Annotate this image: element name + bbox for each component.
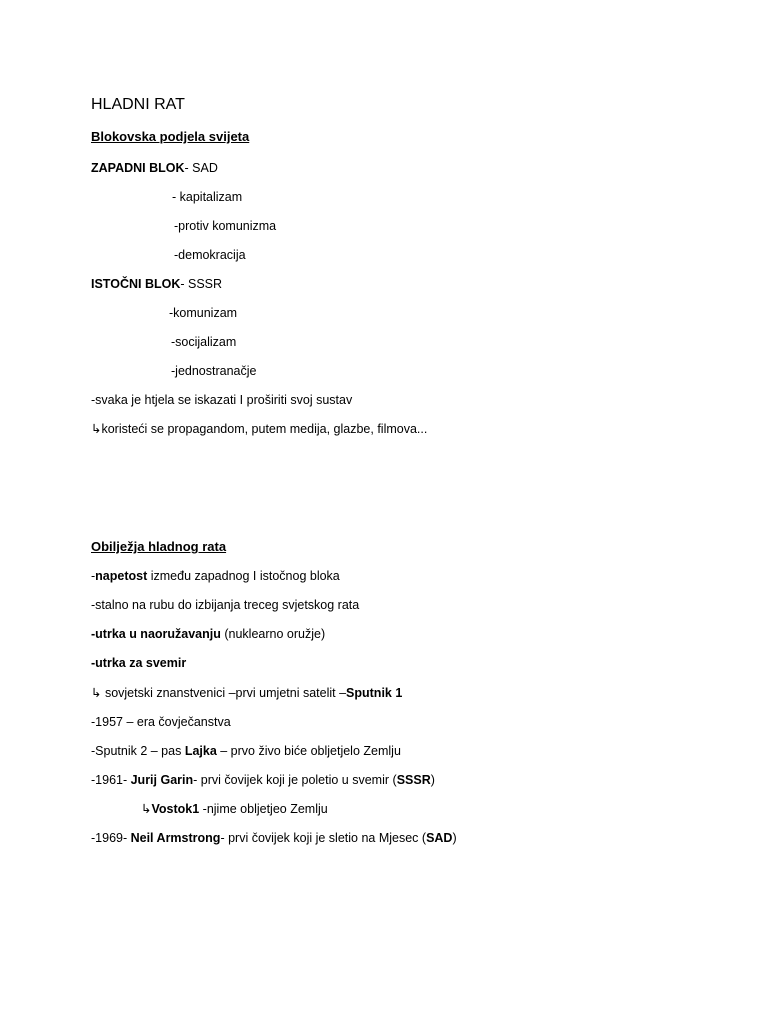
feature-line-6: -1957 – era čovječanstva — [91, 715, 231, 729]
feature-line-4 — [91, 655, 186, 671]
feature-10-bold2: SAD — [426, 831, 453, 845]
east-block-country: - SSSR — [180, 277, 223, 291]
feature-7-text: – prvo živo biće obljetjelo Zemlju — [216, 744, 401, 758]
feature-9-bold: Vostok1 — [151, 802, 200, 816]
feature-line-10 — [91, 830, 457, 846]
feature-line-1 — [91, 568, 340, 584]
east-block-label: ISTOČNI BLOK — [91, 277, 181, 291]
feature-1-bold: napetost — [95, 569, 148, 583]
feature-10-suffix: ) — [452, 831, 457, 845]
feature-line-7 — [91, 743, 401, 759]
feature-8-prefix: -1961- — [91, 773, 131, 787]
feature-5-text: ↳ sovjetski znanstvenici –prvi umjetni satelit – — [91, 686, 347, 700]
feature-line-9 — [141, 801, 328, 817]
feature-3-text: (nuklearno oružje) — [220, 627, 326, 641]
feature-3-bold: -utrka u naoružavanju — [91, 627, 221, 641]
feature-4-bold: -utrka za svemir — [91, 656, 187, 670]
feature-line-3 — [91, 626, 325, 642]
feature-8-suffix: ) — [430, 773, 435, 787]
feature-10-bold: Neil Armstrong — [130, 831, 221, 845]
feature-9-text: -njime obljetjeo Zemlju — [199, 802, 328, 816]
feature-line-2: -stalno na rubu do izbijanja treceg svjetskog rata — [91, 598, 360, 612]
east-item-2: -socijalizam — [171, 335, 237, 349]
feature-7-bold: Lajka — [184, 744, 217, 758]
feature-10-text: - prvi čovijek koji je sletio na Mjesec ( — [220, 831, 427, 845]
note-line-2: ↳koristeći se propagandom, putem medija, glazbe, filmova... — [91, 422, 428, 436]
feature-8-text: - prvi čovijek koji je poletio u svemir ( — [193, 773, 397, 787]
section-heading-blokovska: Blokovska podjela svijeta — [91, 129, 250, 144]
west-block-label: ZAPADNI BLOK — [91, 161, 185, 175]
west-item-1: - kapitalizam — [172, 190, 243, 204]
west-block-line — [91, 160, 218, 176]
west-block-country: - SAD — [184, 161, 218, 175]
page-title: HLADNI RAT — [91, 96, 185, 113]
west-item-2: -protiv komunizma — [174, 219, 277, 233]
feature-5-bold: Sputnik 1 — [346, 686, 403, 700]
note-line-1: -svaka je htjela se iskazati I proširiti svoj sustav — [91, 393, 353, 407]
feature-8-bold: Jurij Garin — [130, 773, 194, 787]
section-heading-obiljezja: Obilježja hladnog rata — [91, 539, 227, 554]
feature-1-text: između zapadnog I istočnog bloka — [147, 569, 340, 583]
east-block-line — [91, 276, 222, 292]
feature-7-prefix: -Sputnik 2 – pas — [91, 744, 185, 758]
feature-line-5 — [91, 685, 402, 701]
west-item-3: -demokracija — [174, 248, 246, 262]
feature-1-prefix: - — [91, 569, 96, 583]
feature-8-bold2: SSSR — [396, 773, 431, 787]
east-item-3: -jednostranačje — [171, 364, 257, 378]
feature-9-arrow: ↳ — [141, 802, 152, 816]
feature-line-8 — [91, 772, 435, 788]
feature-10-prefix: -1969- — [91, 831, 131, 845]
east-item-1: -komunizam — [169, 306, 238, 320]
